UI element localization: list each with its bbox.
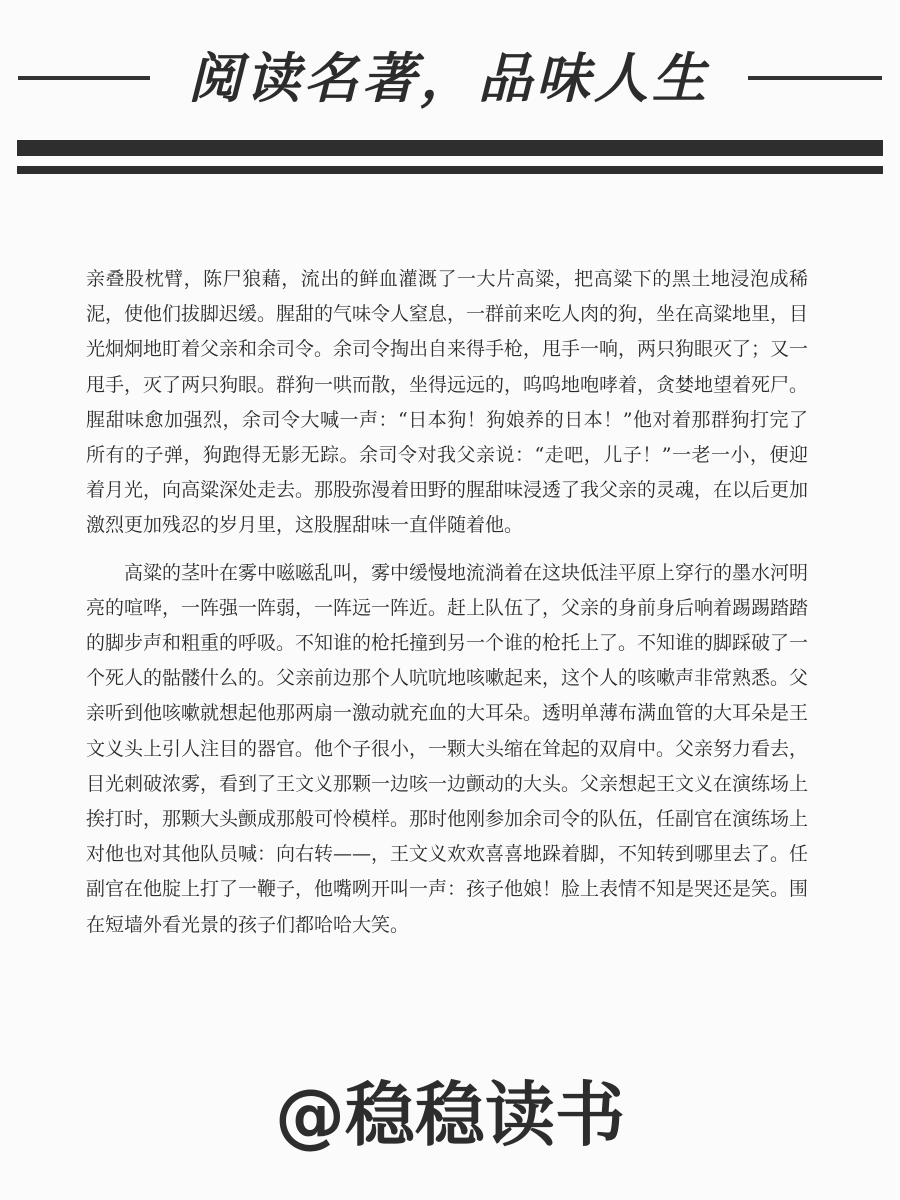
header-thick-divider [17,140,883,156]
header-left-rule [18,76,150,80]
page-title: 阅读名著，品味人生 [188,47,710,110]
article-body [86,262,808,943]
header-banner [0,40,900,120]
header-thin-divider [17,166,883,174]
author-watermark: @稳稳读书 [275,1074,625,1156]
paragraph-2: 高粱的茎叶在雾中嗞嗞乱叫，雾中缓慢地流淌着在这块低洼平原上穿行的墨水河明亮的喧哗，一阵强一阵弱，一阵远一阵近。赶上队伍了，父亲的身前身后响着踢踢踏踏的脚步声和粗重的呼吸。不知谁的枪托撞到另一个谁的枪托上了。不知谁的脚踩破了一个死人的骷髅什么的。父亲前边那个人吭吭地咳嗽起来，这个人的咳嗽声非常熟悉。父亲听到他咳嗽就想起他那两扇一激动就充血的大耳朵。透明单薄布满血管的大耳朵是王文义头上引人注目的器官。他个子很小，一颗大头缩在耸起的双肩中。父亲努力看去，目光刺破浓雾，看到了王文义那颗一边咳一边颤动的大头。父亲想起王文义在演练场上挨打时，那颗大头颤成那般可怜模样。那时他刚参加余司令的队伍，任副官在演练场上对他也对其他队员喊：向右转——，王文义欢欢喜喜地跺着脚，不知转到哪里去了。任副官在他腚上打了一鞭子，他嘴咧开叫一声：孩子他娘！脸上表情不知是哭还是笑。围在短墙外看光景的孩子们都哈哈大笑。 [86,561,809,936]
header-right-rule [748,76,882,80]
paragraph-1: 亲叠股枕臂，陈尸狼藉，流出的鲜血灌溉了一大片高粱，把高粱下的黑土地浸泡成稀泥，使他们拔脚迟缓。腥甜的气味令人窒息，一群前来吃人肉的狗，坐在高粱地里，目光炯炯地盯着父亲和余司令。余司令掏出自来得手枪，甩手一响，两只狗眼灭了；又一甩手，灭了两只狗眼。群狗一哄而散，坐得远远的，呜呜地咆哮着，贪婪地望着死尸。腥甜味愈加强烈，余司令大喊一声：“日本狗！狗娘养的日本！”他对着那群狗打完了所有的子弹，狗跑得无影无踪。余司令对我父亲说：“走吧，儿子！”一老一小，便迎着月光，向高粱深处走去。那股弥漫着田野的腥甜味浸透了我父亲的灵魂，在以后更加激烈更加残忍的岁月里，这股腥甜味一直伴随着他。 [86,268,809,537]
